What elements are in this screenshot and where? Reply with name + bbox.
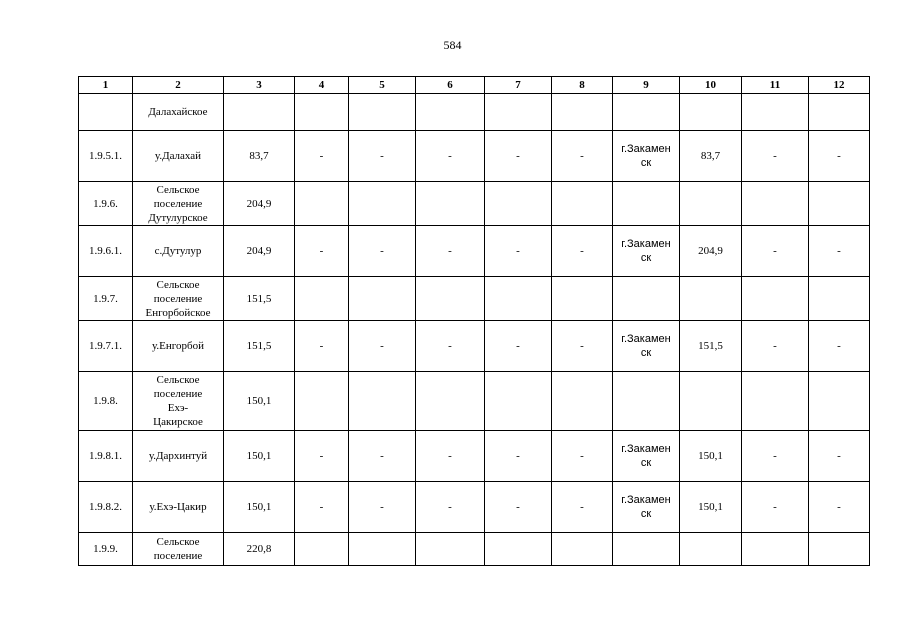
- destination-line: г.Закамен: [621, 238, 671, 250]
- destination-line: г.Закамен: [621, 443, 671, 455]
- value-cell: -: [349, 226, 416, 277]
- row-number: 1.9.5.1.: [79, 131, 133, 182]
- table-cell: [416, 533, 485, 566]
- value-cell: -: [295, 321, 349, 372]
- table-cell: [485, 277, 552, 321]
- destination-line: ск: [640, 252, 652, 264]
- table-cell: [809, 94, 870, 131]
- value-cell: 204,9: [224, 226, 295, 277]
- table-cell: [416, 182, 485, 226]
- table-cell: [349, 94, 416, 131]
- table-row: [79, 372, 870, 431]
- name-line: Ехэ-: [167, 402, 189, 414]
- value-cell: -: [552, 321, 613, 372]
- value-cell: -: [485, 226, 552, 277]
- value-cell: -: [742, 131, 809, 182]
- table-row: [79, 94, 870, 131]
- value-cell: 83,7: [680, 131, 742, 182]
- table-cell: [295, 533, 349, 566]
- table-cell: [742, 94, 809, 131]
- table-cell: [809, 533, 870, 566]
- table-cell: [485, 372, 552, 431]
- destination-cell: [613, 321, 680, 372]
- value-cell: -: [416, 321, 485, 372]
- table-cell: [416, 372, 485, 431]
- header-cell: 4: [295, 77, 349, 94]
- name-line: поселение: [153, 388, 203, 400]
- header-cell: 6: [416, 77, 485, 94]
- table-row: [79, 277, 870, 321]
- destination-line: г.Закамен: [621, 494, 671, 506]
- value-cell: -: [552, 226, 613, 277]
- value-cell: -: [349, 131, 416, 182]
- header-cell: 5: [349, 77, 416, 94]
- table-cell: [613, 372, 680, 431]
- table-cell: [552, 277, 613, 321]
- data-table: [78, 76, 870, 566]
- value-cell: -: [295, 431, 349, 482]
- table-cell: [349, 372, 416, 431]
- name-line: Дутулурское: [148, 211, 208, 224]
- table-cell: [295, 182, 349, 226]
- table-row: [79, 182, 870, 226]
- value-cell: 204,9: [224, 182, 295, 226]
- destination-cell: [613, 482, 680, 533]
- table-cell: [809, 372, 870, 431]
- name-line: Сельское: [156, 183, 200, 196]
- table-cell: [295, 94, 349, 131]
- value-cell: -: [552, 431, 613, 482]
- header-cell: 11: [742, 77, 809, 94]
- table-cell: [680, 277, 742, 321]
- value-cell: -: [742, 321, 809, 372]
- settlement-name: [133, 277, 224, 321]
- value-cell: -: [295, 226, 349, 277]
- name-line: поселение: [153, 197, 203, 210]
- table-cell: [680, 372, 742, 431]
- settlement-name: [133, 182, 224, 226]
- locality-name: у.Дархинтуй: [133, 431, 224, 482]
- table-cell: [552, 533, 613, 566]
- settlement-name: Далахайское: [133, 94, 224, 131]
- table-row: [79, 226, 870, 277]
- destination-cell: [613, 431, 680, 482]
- value-cell: -: [416, 131, 485, 182]
- table-cell: [416, 94, 485, 131]
- row-number: 1.9.6.: [79, 182, 133, 226]
- table-cell: [79, 94, 133, 131]
- locality-name: у.Ехэ-Цакир: [133, 482, 224, 533]
- header-cell: 1: [79, 77, 133, 94]
- table-cell: [680, 533, 742, 566]
- header-cell: 7: [485, 77, 552, 94]
- destination-line: г.Закамен: [621, 333, 671, 345]
- header-row: [79, 77, 870, 94]
- row-number: 1.9.8.: [79, 372, 133, 431]
- value-cell: -: [809, 321, 870, 372]
- name-line: Сельское: [156, 374, 200, 386]
- page-number: 584: [443, 38, 462, 52]
- locality-name: у.Далахай: [133, 131, 224, 182]
- value-cell: -: [295, 482, 349, 533]
- table-cell: [349, 533, 416, 566]
- value-cell: -: [416, 482, 485, 533]
- table-row: [79, 321, 870, 372]
- name-line: Енгорбойское: [145, 306, 211, 319]
- value-cell: -: [349, 482, 416, 533]
- value-cell: 150,1: [680, 431, 742, 482]
- value-cell: -: [809, 482, 870, 533]
- row-number: 1.9.9.: [79, 533, 133, 566]
- value-cell: 150,1: [680, 482, 742, 533]
- table-cell: [485, 94, 552, 131]
- row-number: 1.9.7.1.: [79, 321, 133, 372]
- table-row: [79, 131, 870, 182]
- table-cell: [809, 182, 870, 226]
- destination-line: г.Закамен: [621, 143, 671, 155]
- table-cell: [349, 277, 416, 321]
- header-cell: 9: [613, 77, 680, 94]
- header-cell: 2: [133, 77, 224, 94]
- table-cell: [295, 277, 349, 321]
- destination-cell: [613, 131, 680, 182]
- table-cell: [552, 182, 613, 226]
- value-cell: -: [485, 431, 552, 482]
- table-cell: [809, 277, 870, 321]
- table-cell: [742, 533, 809, 566]
- header-cell: 3: [224, 77, 295, 94]
- table-cell: [613, 94, 680, 131]
- table-cell: [680, 94, 742, 131]
- row-number: 1.9.8.1.: [79, 431, 133, 482]
- value-cell: -: [485, 131, 552, 182]
- destination-line: ск: [640, 457, 652, 469]
- value-cell: 151,5: [224, 321, 295, 372]
- value-cell: -: [742, 482, 809, 533]
- table-cell: [742, 182, 809, 226]
- value-cell: -: [552, 131, 613, 182]
- table-cell: [613, 533, 680, 566]
- table-row: [79, 431, 870, 482]
- value-cell: 151,5: [680, 321, 742, 372]
- settlement-name: [133, 533, 224, 566]
- value-cell: -: [809, 431, 870, 482]
- locality-name: у.Енгорбой: [133, 321, 224, 372]
- value-cell: 150,1: [224, 482, 295, 533]
- value-cell: -: [295, 131, 349, 182]
- table-cell: [613, 277, 680, 321]
- row-number: 1.9.6.1.: [79, 226, 133, 277]
- table-cell: [742, 277, 809, 321]
- table-cell: [485, 533, 552, 566]
- table-cell: [349, 182, 416, 226]
- destination-line: ск: [640, 157, 652, 169]
- locality-name: с.Дутулур: [133, 226, 224, 277]
- value-cell: 220,8: [224, 533, 295, 566]
- name-line: Сельское: [156, 536, 200, 548]
- name-line: поселение: [153, 550, 203, 562]
- value-cell: -: [485, 482, 552, 533]
- table-cell: [485, 182, 552, 226]
- value-cell: 83,7: [224, 131, 295, 182]
- table-cell: [552, 372, 613, 431]
- table-cell: [680, 182, 742, 226]
- name-line: Цакирское: [153, 416, 203, 428]
- destination-line: ск: [640, 347, 652, 359]
- value-cell: -: [485, 321, 552, 372]
- value-cell: -: [416, 226, 485, 277]
- value-cell: -: [809, 226, 870, 277]
- settlement-name: [133, 372, 224, 431]
- destination-line: ск: [640, 508, 652, 520]
- table-cell: [416, 277, 485, 321]
- value-cell: -: [742, 431, 809, 482]
- header-cell: 12: [809, 77, 870, 94]
- table-row: [79, 482, 870, 533]
- value-cell: -: [416, 431, 485, 482]
- value-cell: -: [742, 226, 809, 277]
- name-line: поселение: [153, 292, 203, 305]
- name-line: Сельское: [156, 278, 200, 291]
- value-cell: -: [552, 482, 613, 533]
- table-cell: [742, 372, 809, 431]
- table-cell: [295, 372, 349, 431]
- table-cell: [552, 94, 613, 131]
- row-number: 1.9.7.: [79, 277, 133, 321]
- value-cell: 150,1: [224, 431, 295, 482]
- table-cell: [224, 94, 295, 131]
- value-cell: 150,1: [224, 372, 295, 431]
- header-cell: 10: [680, 77, 742, 94]
- value-cell: -: [809, 131, 870, 182]
- row-number: 1.9.8.2.: [79, 482, 133, 533]
- value-cell: 151,5: [224, 277, 295, 321]
- value-cell: -: [349, 431, 416, 482]
- table-cell: [613, 182, 680, 226]
- table-row: [79, 533, 870, 566]
- header-cell: 8: [552, 77, 613, 94]
- destination-cell: [613, 226, 680, 277]
- value-cell: 204,9: [680, 226, 742, 277]
- value-cell: -: [349, 321, 416, 372]
